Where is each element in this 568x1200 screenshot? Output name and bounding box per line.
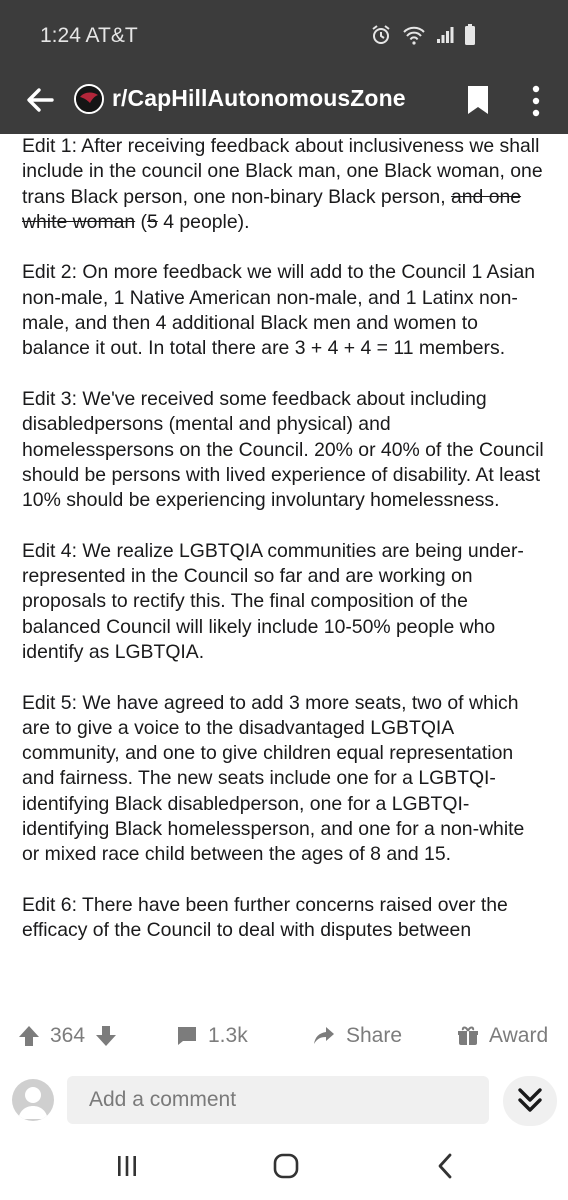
comment-icon — [176, 1025, 198, 1047]
collapse-comments-button[interactable] — [503, 1076, 557, 1126]
edit-4-paragraph: Edit 4: We realize LGBTQIA communities are being under-represented in the Council so far and are working on proposals to rectify this. The final composition of the balanced Council will likely include 10-50% people who identify as LGBTQIA. — [22, 539, 524, 663]
recent-apps-icon[interactable] — [115, 1154, 139, 1178]
edit-1-struck-count: 5 — [147, 210, 158, 233]
share-label: Share — [346, 1024, 403, 1047]
edit-1-struck-phrase: and one white woman — [22, 185, 522, 233]
status-icons — [370, 24, 476, 46]
post-content[interactable] — [0, 134, 568, 1004]
wifi-icon — [402, 25, 426, 45]
battery-icon — [464, 24, 476, 46]
back-nav-icon[interactable] — [435, 1153, 455, 1179]
share-icon — [312, 1025, 336, 1047]
subreddit-avatar-icon — [76, 86, 102, 112]
signal-icon — [436, 26, 454, 44]
upvote-icon[interactable] — [18, 1025, 40, 1047]
vote-controls — [18, 1024, 117, 1048]
edit-1-count: 4 people). — [157, 210, 250, 233]
comment-bar — [0, 1066, 568, 1136]
share-button[interactable] — [312, 1024, 402, 1048]
edit-2-paragraph: Edit 2: On more feedback we will add to the Council 1 Asian non-male, 1 Native American non-male, and 1 Latinx non-male, and then 4 additional Black men and women to balance it out. In total there are 3 + 4 + 4 = 11 members. — [22, 261, 536, 360]
edit-1-paragraph — [22, 134, 546, 235]
status-time: 1:24 AT&T — [40, 24, 138, 47]
downvote-icon[interactable] — [95, 1025, 117, 1047]
default-avatar-icon — [12, 1079, 54, 1121]
subreddit-title[interactable]: r/CapHillAutonomousZone — [112, 85, 406, 111]
award-label: Award — [489, 1024, 549, 1047]
status-bar — [0, 0, 568, 68]
subreddit-avatar[interactable] — [74, 84, 104, 114]
edit-6-paragraph: Edit 6: There have been further concerns raised over the efficacy of the Council to deal with disputes between — [22, 893, 508, 942]
bookmark-icon[interactable] — [465, 84, 491, 116]
more-vertical-icon[interactable] — [528, 83, 544, 119]
app-bar — [0, 68, 568, 134]
back-arrow-icon[interactable] — [24, 84, 56, 116]
award-gift-icon — [457, 1025, 479, 1047]
double-chevron-down-icon — [503, 1076, 557, 1126]
post-body — [0, 134, 568, 944]
add-comment-input[interactable]: Add a comment — [67, 1076, 489, 1124]
post-action-bar — [0, 1004, 568, 1066]
home-icon[interactable] — [272, 1153, 300, 1179]
alarm-icon — [370, 24, 392, 46]
user-avatar[interactable] — [12, 1079, 54, 1121]
comments-button[interactable] — [176, 1024, 248, 1048]
edit-3-paragraph: Edit 3: We've received some feedback about including disabledpersons (mental and physical) and homelesspersons on the Council. 20% or 40% of the Council should be persons with lived experience of disability. At least 10% should be experiencing involuntary homelessness. — [22, 387, 544, 512]
award-button[interactable] — [457, 1024, 548, 1048]
edit-5-paragraph: Edit 5: We have agreed to add 3 more seats, two of which are to give a voice to the disadvantaged LGBTQIA community, and one to give children equal representation and fairness. The new seats include one for a LGBTQI-identifying Black disabledperson, one for a LGBTQI-identifying Black homelessperson, and one for a non-white or mixed race child between the ages of 8 and 15. — [22, 691, 525, 866]
edit-1-text: Edit 1: After receiving feedback about inclusiveness we shall include in the council one Black man, one Black woman, one trans Black person, one non-binary Black person, — [22, 135, 543, 208]
vote-count: 364 — [50, 1024, 86, 1047]
comment-count: 1.3k — [208, 1024, 248, 1047]
edit-1-paren: ( — [135, 210, 148, 233]
system-nav-bar — [0, 1136, 568, 1200]
